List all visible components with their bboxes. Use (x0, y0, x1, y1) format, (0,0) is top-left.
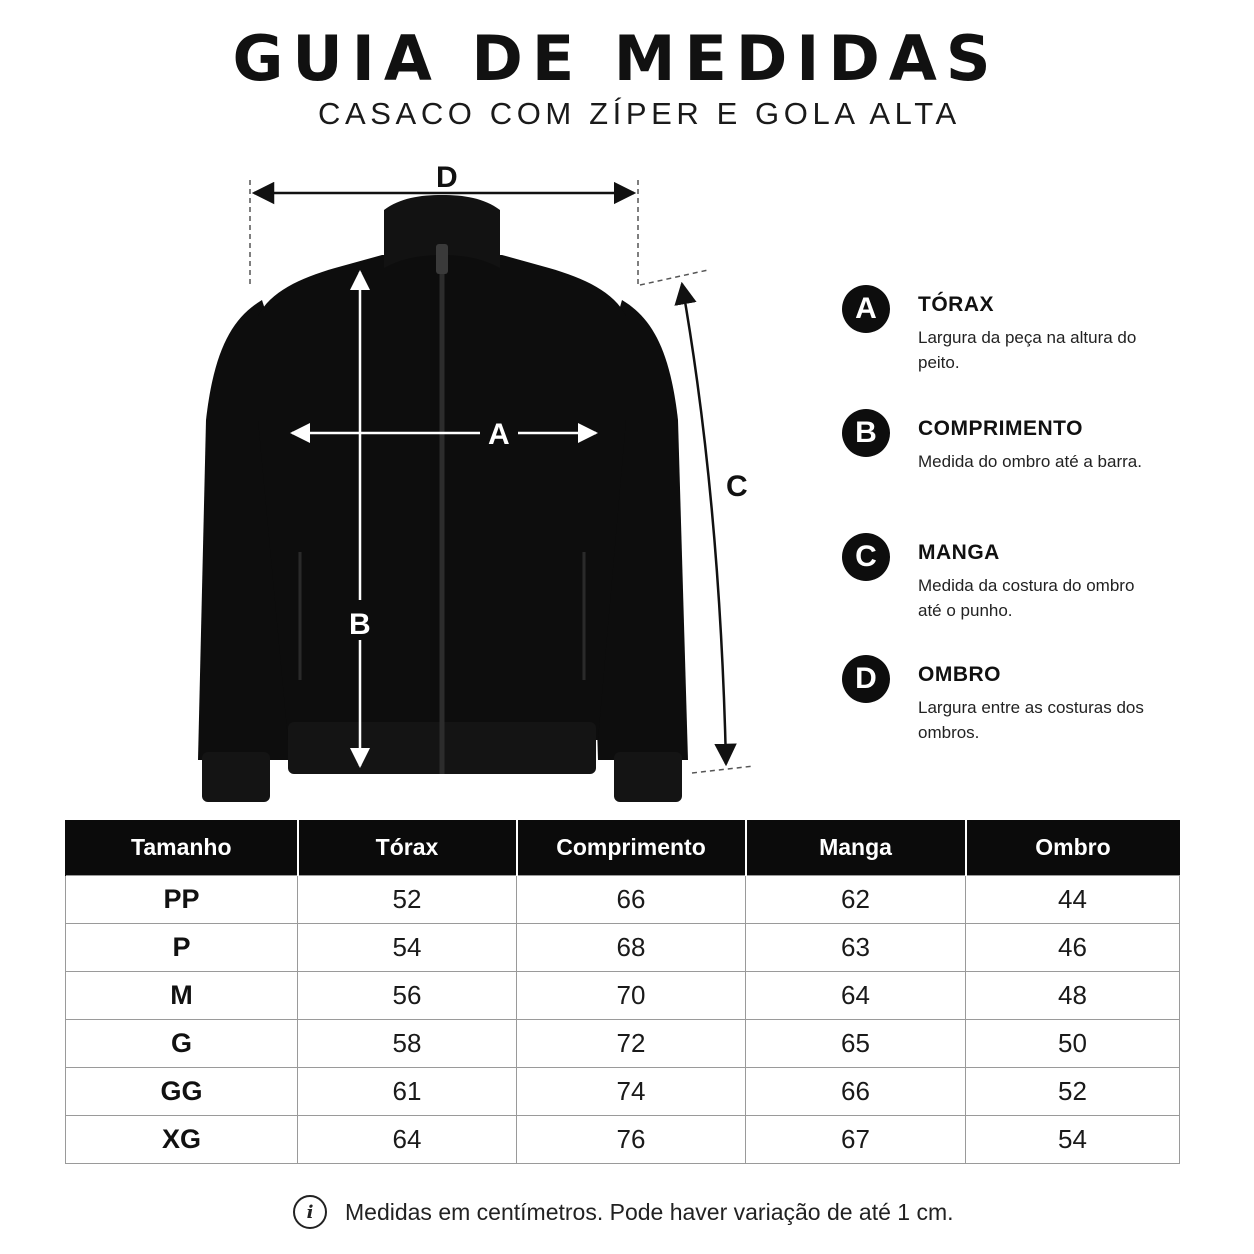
legend-item-chest (842, 285, 1242, 385)
page-subtitle: CASACO COM ZÍPER E GOLA ALTA (318, 96, 961, 131)
legend-item-length (842, 409, 1242, 509)
size-cell: M (66, 972, 298, 1020)
shoulder-cell: 44 (966, 876, 1180, 924)
length-cell: 70 (517, 972, 746, 1020)
label-a: A (488, 418, 510, 451)
shoulder-cell: 48 (966, 972, 1180, 1020)
table-row (66, 972, 1180, 1020)
table-row (66, 1020, 1180, 1068)
chest-cell: 61 (298, 1068, 517, 1116)
table-row (66, 876, 1180, 924)
legend-badge-a: A (842, 285, 890, 333)
sleeve-cell: 65 (746, 1020, 966, 1068)
header-shoulder: Ombro (966, 820, 1180, 876)
zipper-pull (436, 244, 448, 274)
jacket-illustration (198, 195, 688, 802)
shoulder-cell: 54 (966, 1116, 1180, 1164)
info-icon: i (293, 1195, 327, 1229)
sleeve-guide-top (640, 270, 708, 285)
sleeve-arrow (682, 284, 726, 764)
size-cell: P (66, 924, 298, 972)
length-cell: 76 (517, 1116, 746, 1164)
legend-desc-shoulder: Largura entre as costuras dos ombros. (918, 698, 1144, 742)
header-size: Tamanho (66, 820, 298, 876)
table-row (66, 924, 1180, 972)
sleeve-cell: 63 (746, 924, 966, 972)
header-length: Comprimento (517, 820, 746, 876)
chest-cell: 56 (298, 972, 517, 1020)
chest-cell: 54 (298, 924, 517, 972)
header-chest: Tórax (298, 820, 517, 876)
legend-desc-chest: Largura da peça na altura do peito. (918, 328, 1137, 372)
shoulder-cell: 50 (966, 1020, 1180, 1068)
legend-badge-b: B (842, 409, 890, 457)
right-cuff (614, 752, 682, 802)
label-c: C (726, 470, 748, 503)
size-cell: PP (66, 876, 298, 924)
table-header-row (66, 820, 1180, 876)
legend-item-shoulder (842, 655, 1242, 755)
label-b: B (349, 608, 371, 641)
label-d: D (436, 161, 458, 194)
sleeve-cell: 67 (746, 1116, 966, 1164)
chest-cell: 52 (298, 876, 517, 924)
legend-title-shoulder: OMBRO (918, 663, 1001, 686)
legend-item-sleeve (842, 533, 1242, 633)
legend-title-sleeve: MANGA (918, 541, 1000, 564)
sleeve-cell: 66 (746, 1068, 966, 1116)
chest-cell: 64 (298, 1116, 517, 1164)
legend-desc-length: Medida do ombro até a barra. (918, 452, 1142, 471)
size-cell: XG (66, 1116, 298, 1164)
footnote-text: Medidas em centímetros. Pode haver variação de até 1 cm. (345, 1198, 954, 1225)
table-row (66, 1068, 1180, 1116)
length-cell: 72 (517, 1020, 746, 1068)
size-cell: GG (66, 1068, 298, 1116)
shoulder-cell: 46 (966, 924, 1180, 972)
shoulder-cell: 52 (966, 1068, 1180, 1116)
header-sleeve: Manga (746, 820, 966, 876)
left-cuff (202, 752, 270, 802)
footnote (293, 1193, 954, 1231)
chest-cell: 58 (298, 1020, 517, 1068)
size-cell: G (66, 1020, 298, 1068)
sleeve-cell: 62 (746, 876, 966, 924)
page-title: GUIA DE MEDIDAS (232, 22, 1000, 95)
legend-title-length: COMPRIMENTO (918, 417, 1083, 440)
length-cell: 74 (517, 1068, 746, 1116)
legend-badge-d: D (842, 655, 890, 703)
legend-title-chest: TÓRAX (918, 293, 994, 316)
size-table (65, 820, 1180, 1164)
legend-badge-c: C (842, 533, 890, 581)
sleeve-cell: 64 (746, 972, 966, 1020)
length-cell: 68 (517, 924, 746, 972)
sleeve-guide-bottom (692, 766, 754, 773)
table-row (66, 1116, 1180, 1164)
length-cell: 66 (517, 876, 746, 924)
legend-desc-sleeve: Medida da costura do ombro até o punho. (918, 576, 1135, 620)
